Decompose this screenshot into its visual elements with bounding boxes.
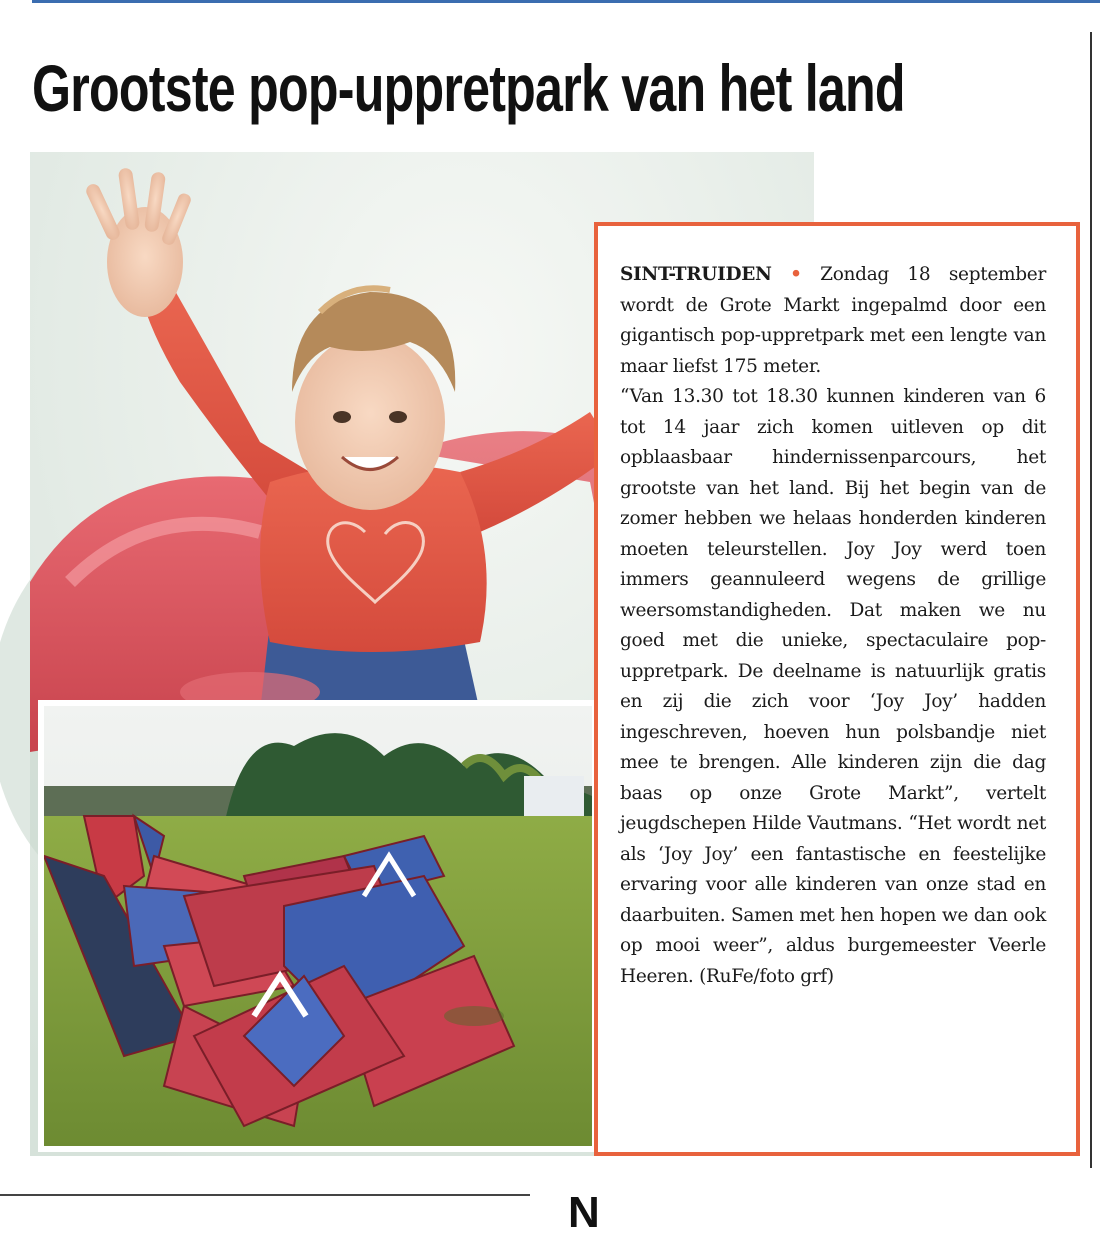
article-body (620, 260, 1046, 992)
next-headline-text: N (568, 1188, 601, 1237)
top-rule (32, 0, 1100, 3)
inflatable-obstacle-course-photo (44, 706, 592, 1146)
bullet-icon: • (790, 264, 802, 285)
headline: Grootste pop-uppretpark van het land (32, 51, 905, 125)
bottom-rule (0, 1194, 530, 1196)
article-paragraph-2: “Van 13.30 tot 18.30 kunnen kinderen van 6 tot 14 jaar zich komen uitleven op dit opblaasbaar hindernissenparcours, het grootste van het land. Bij het begin van de zomer hebben we helaas honderden kinderen moeten teleurstellen. Joy Joy werd toen immers geannuleerd wegens de grillige weersomstandigheden. Dat maken we nu goed met die unieke, spectaculaire pop-uppretpark. De deelname is natuurlijk gratis en zij die zich voor ‘Joy Joy’ hadden ingeschreven, hoeven hun polsbandje niet mee te brengen. Alle kinderen zijn die dag baas op onze Grote Markt”, vertelt jeugdschepen Hilde Vautmans. “Het wordt net als ‘Joy Joy’ een fantastische en feestelijke ervaring voor alle kinderen van onze stad en daarbuiten. Samen met hen hopen we dan ook op mooi weer”, aldus burgemeester Veerle Heeren. (RuFe/foto grf) (620, 386, 1046, 987)
dateline: SINT-TRUIDEN (620, 264, 772, 285)
article-box (594, 222, 1080, 1156)
article-paragraph-1 (620, 260, 1046, 382)
next-headline-fragment (568, 1186, 948, 1237)
column-rule (1090, 32, 1092, 1168)
paragraph-1-text: Zondag 18 september wordt de Grote Markt ingepalmd door een gigantisch pop-uppretpark met een lengte van maar liefst 175 meter. (620, 264, 1046, 377)
